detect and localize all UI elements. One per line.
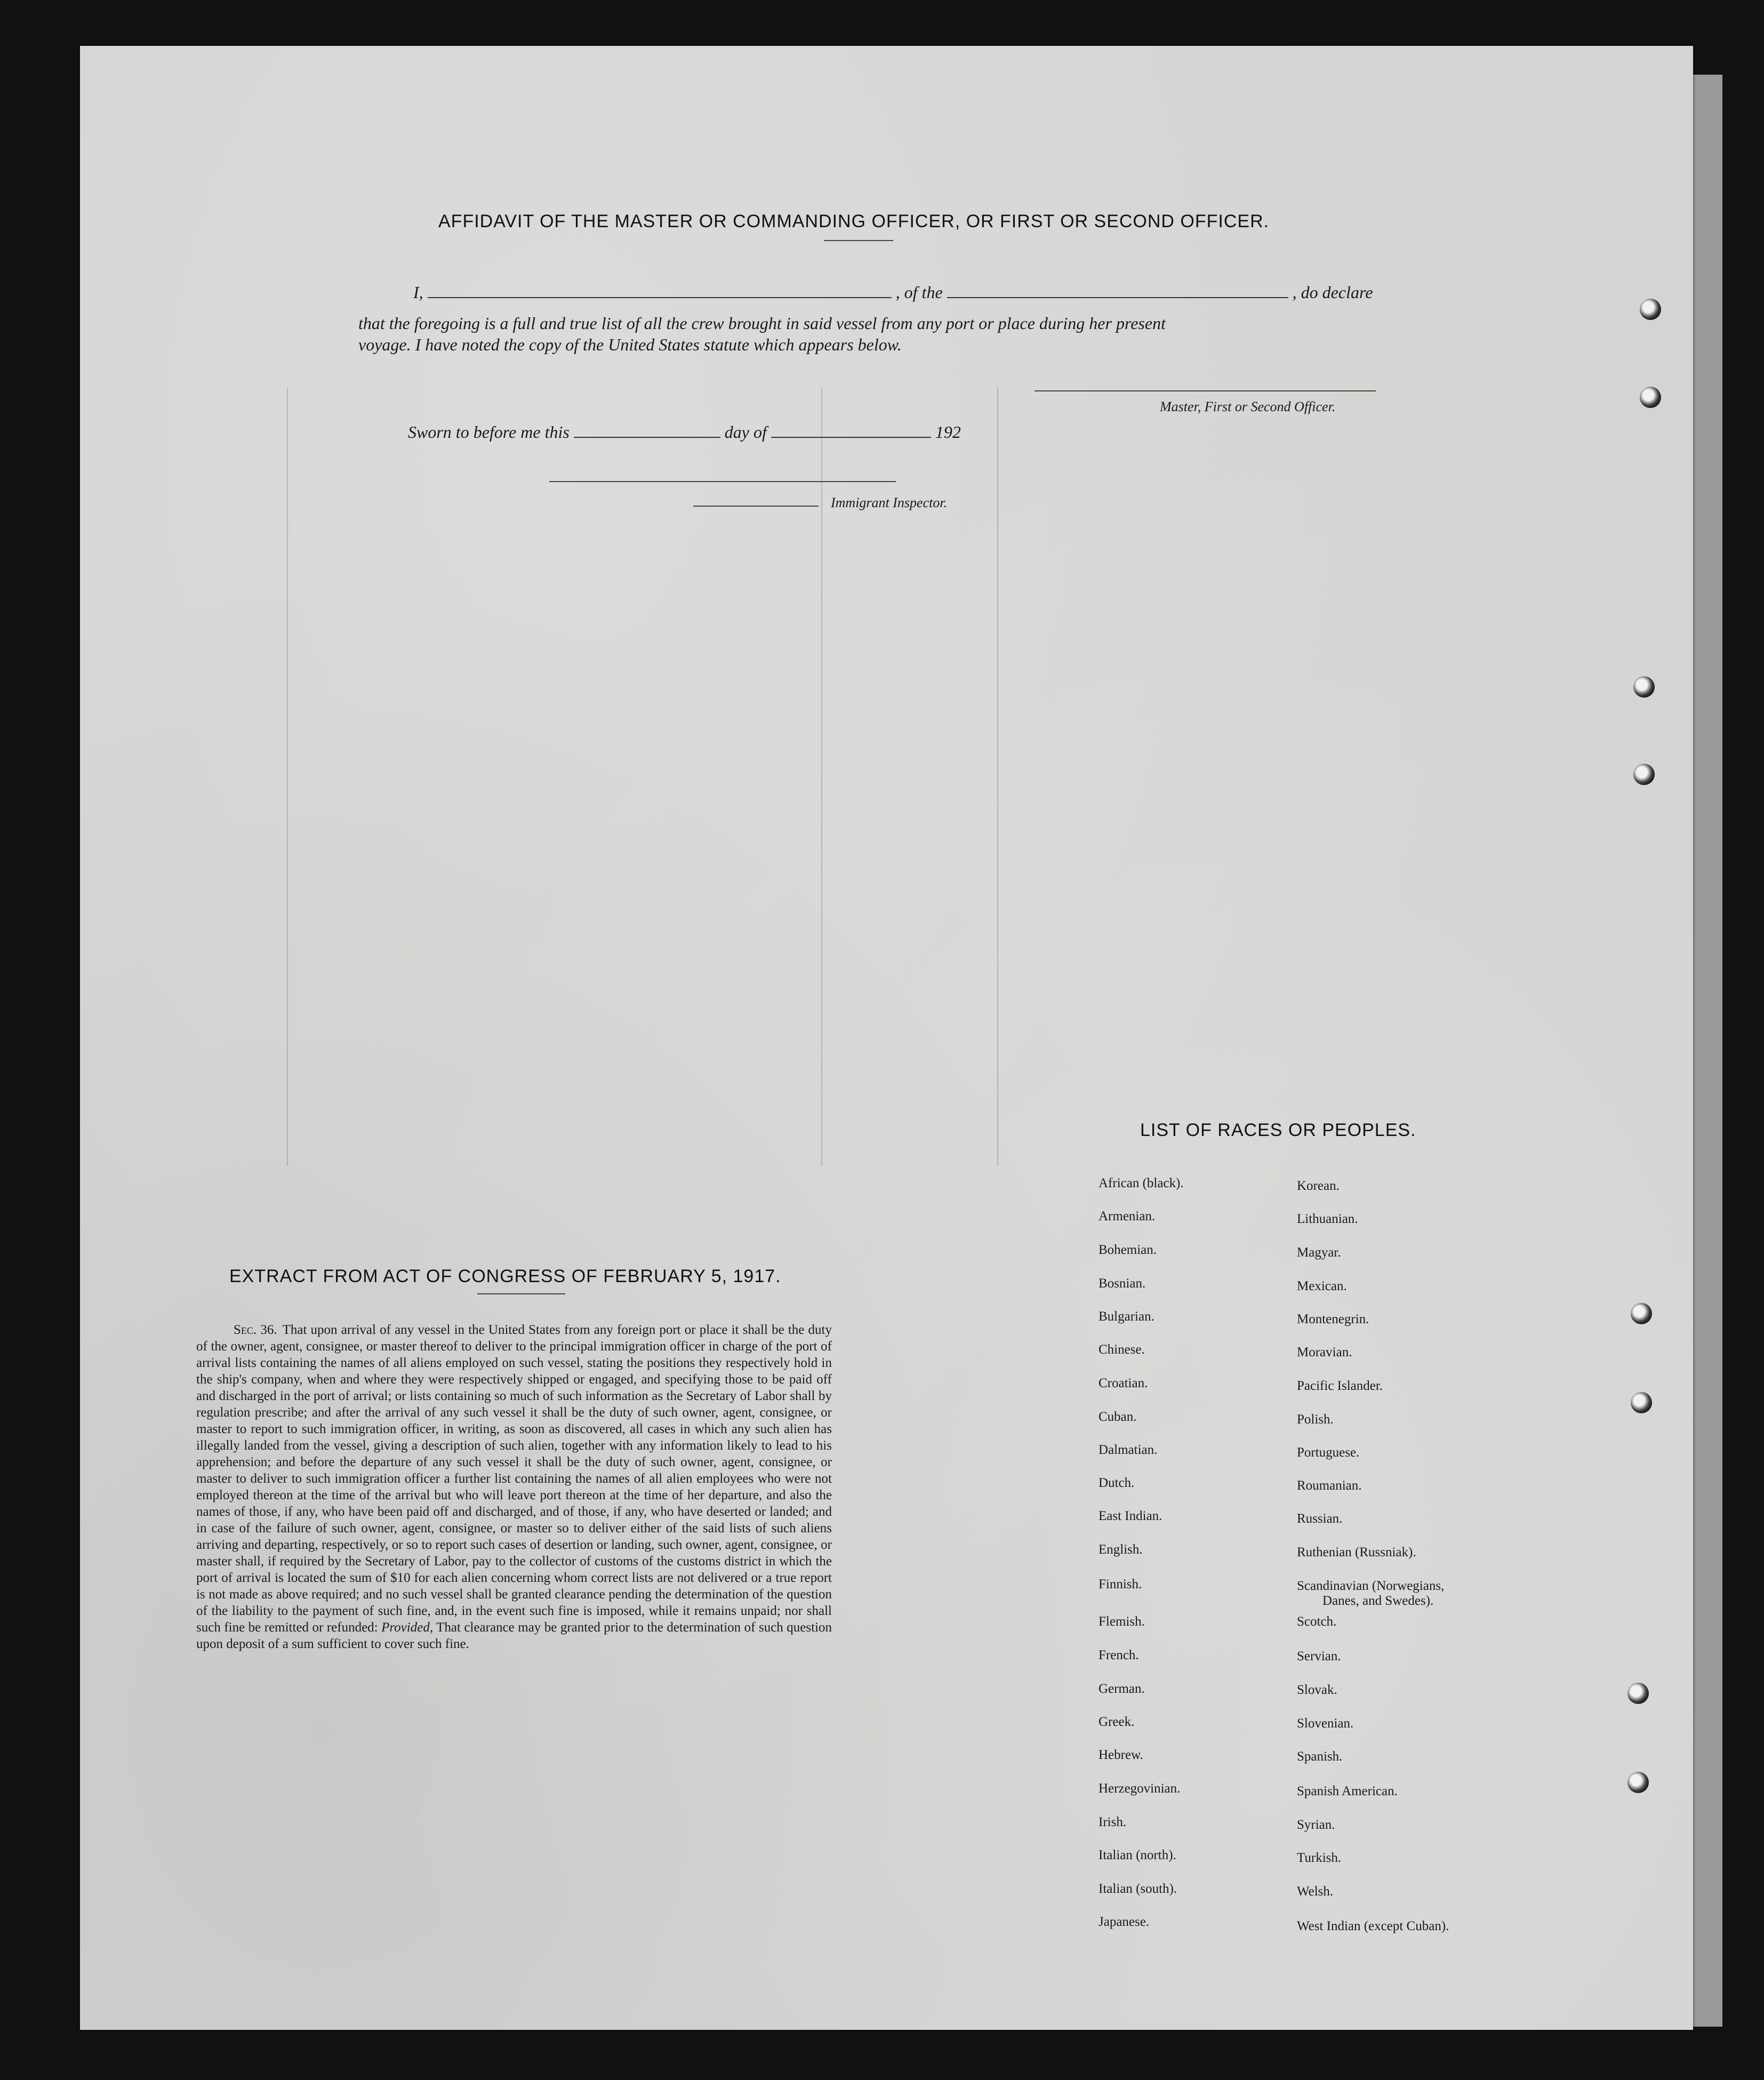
race-item: Dalmatian.: [1099, 1443, 1158, 1457]
race-item: Spanish American.: [1297, 1784, 1398, 1798]
extract-text-end: That clearance may be granted prior to the determination of such question upon deposit of a sum sufficient to cover such fine.: [196, 1620, 832, 1651]
extract-text: That upon arrival of any vessel in the United States from any foreign port or place it shall be the duty of the owner, agent, consignee, or master thereof to deliver to the principal immigration officer in charge of the port of arrival lists containing the names of all aliens employed on such vessel, stating the positions they respectively hold in the ship's company, when and where they were respectively shipped or engaged, and specifying those to be paid off and discharged in the port of arrival; or lists containing so much of such information as the Secretary of Labor shall by regulation prescribe; and after the arrival of any such vessel it shall be the duty of such owner, agent, consignee, or master to report to such immigration officer, in writing, as soon as discovered, all cases in which any such alien has illegally landed from the vessel, giving a description of such alien, together with any information likely to lead to his apprehension; and before the departure of any such vessel it shall be the duty of such owner, agent, consignee, or master to deliver to such immigration officer a further list containing the names of all alien employees who were not employed thereon at the time of the arrival but who will leave port thereon at the time of her departure, and also the names of those, if any, who have been paid off and discharged, and of those, if any, who have deserted or landed; and in case of the failure of such owner, agent, consignee, or master so to deliver either of the said lists of such aliens arriving and departing, respectively, or so to report such cases of desertion or landing, such owner, agent, consignee, or master shall, if required by the Secretary of Labor, pay to the collector of customs of the customs district in which the port of arrival is located the sum of $10 for each alien concerning whom correct lists are not delivered or a true report is not made as above required; and no such vessel shall be granted clearance pending the determination of the question of the liability to the payment of such fine, and, in the event such fine is imposed, while it remains unpaid; nor shall such fine be remitted or refunded:: [196, 1323, 832, 1635]
race-item: French.: [1099, 1648, 1139, 1662]
race-item: Spanish.: [1297, 1749, 1343, 1764]
race-item: Russian.: [1297, 1511, 1343, 1526]
race-item: Cuban.: [1099, 1410, 1137, 1424]
declare-label: , do declare: [1292, 283, 1373, 302]
inspector-short-line: [693, 506, 819, 507]
binder-hole: [1640, 299, 1661, 320]
races-list-right: [1297, 1176, 1521, 1960]
affidavit-line-1: [413, 283, 1373, 302]
inspector-caption: Immigrant Inspector.: [831, 495, 948, 510]
race-item: Slovak.: [1297, 1683, 1337, 1697]
race-item: Scotch.: [1297, 1614, 1337, 1629]
race-item: Slovenian.: [1297, 1716, 1354, 1731]
signature-caption: Master, First or Second Officer.: [1160, 399, 1336, 414]
bleed-through-rule: [997, 387, 998, 1166]
month-blank: [771, 437, 931, 438]
section-label: Sec. 36.: [234, 1323, 277, 1337]
binder-hole: [1627, 1683, 1649, 1704]
race-item: Dutch.: [1099, 1476, 1135, 1490]
race-item: Chinese.: [1099, 1342, 1145, 1357]
back-sheet-edge: [1690, 75, 1722, 2027]
provided-label: Provided,: [381, 1620, 434, 1635]
of-the-label: , of the: [895, 283, 943, 302]
day-blank: [574, 437, 720, 438]
race-item: Italian (south).: [1099, 1882, 1177, 1896]
binder-hole: [1631, 1303, 1652, 1324]
race-item: Bohemian.: [1099, 1243, 1157, 1257]
race-item: West Indian (except Cuban).: [1297, 1919, 1449, 1933]
race-item: Armenian.: [1099, 1209, 1156, 1223]
race-item: Finnish.: [1099, 1577, 1142, 1591]
bleed-through-rule: [287, 387, 288, 1166]
year-label: 192: [935, 422, 961, 442]
race-item: African (black).: [1099, 1176, 1184, 1190]
race-item: English.: [1099, 1542, 1143, 1557]
race-item: Japanese.: [1099, 1915, 1150, 1929]
binder-hole: [1633, 764, 1655, 785]
race-item: Montenegrin.: [1297, 1312, 1369, 1326]
affidavit-line-2: that the foregoing is a full and true list of all the crew brought in said vessel from any port or place during her present: [358, 314, 1166, 333]
extract-body: [196, 1322, 832, 1652]
race-item: East Indian.: [1099, 1509, 1162, 1523]
race-item: Korean.: [1297, 1179, 1340, 1193]
name-blank: [428, 297, 892, 298]
binder-hole: [1640, 387, 1661, 408]
title-rule: [824, 240, 893, 241]
binder-hole: [1633, 676, 1655, 698]
race-item: Pacific Islander.: [1297, 1379, 1383, 1393]
race-item: Scandinavian (Norwegians,: [1297, 1579, 1445, 1593]
race-item: Moravian.: [1297, 1345, 1352, 1359]
affidavit-line-3: voyage. I have noted the copy of the United States statute which appears below.: [358, 335, 902, 354]
race-item: Lithuanian.: [1297, 1212, 1358, 1226]
race-item: Flemish.: [1099, 1614, 1145, 1629]
race-item: Servian.: [1297, 1649, 1341, 1663]
bleed-through-rule: [821, 387, 822, 1166]
race-item: Croatian.: [1099, 1376, 1148, 1390]
affidavit-title: AFFIDAVIT OF THE MASTER OR COMMANDING OFFICER, OR FIRST OR SECOND OFFICER.: [438, 211, 1270, 231]
race-item: Bosnian.: [1099, 1276, 1146, 1291]
race-item: Magyar.: [1297, 1245, 1341, 1260]
vessel-blank: [947, 297, 1288, 298]
race-item: Welsh.: [1297, 1884, 1334, 1899]
extract-title: EXTRACT FROM ACT OF CONGRESS OF FEBRUARY 5, 1917.: [229, 1266, 781, 1286]
day-of-label: day of: [724, 422, 767, 442]
pronoun-label: I,: [413, 283, 423, 302]
signature-line: [1035, 390, 1376, 391]
sworn-prefix: Sworn to before me this: [408, 422, 570, 442]
race-item: Ruthenian (Russniak).: [1297, 1545, 1416, 1559]
race-item: Greek.: [1099, 1715, 1135, 1729]
race-item: Turkish.: [1297, 1851, 1342, 1865]
sworn-line: [408, 422, 961, 442]
binder-hole: [1631, 1392, 1652, 1413]
race-item: Mexican.: [1297, 1279, 1347, 1293]
race-item: Herzegovinian.: [1099, 1781, 1181, 1796]
races-list-left: [1099, 1176, 1301, 1955]
race-item: German.: [1099, 1682, 1145, 1696]
inspector-signature-line: [549, 481, 896, 482]
extract-title-rule: [477, 1293, 565, 1294]
race-item: Portuguese.: [1297, 1445, 1360, 1460]
race-item: Irish.: [1099, 1815, 1127, 1829]
races-title: LIST OF RACES OR PEOPLES.: [1140, 1120, 1416, 1140]
race-item: Polish.: [1297, 1412, 1334, 1427]
race-item: Syrian.: [1297, 1818, 1335, 1832]
race-item: Bulgarian.: [1099, 1309, 1154, 1324]
race-item: Italian (north).: [1099, 1848, 1176, 1862]
race-item: Hebrew.: [1099, 1748, 1143, 1762]
race-item: Danes, and Swedes).: [1322, 1594, 1434, 1608]
race-item: Roumanian.: [1297, 1478, 1362, 1493]
binder-hole: [1627, 1772, 1649, 1793]
